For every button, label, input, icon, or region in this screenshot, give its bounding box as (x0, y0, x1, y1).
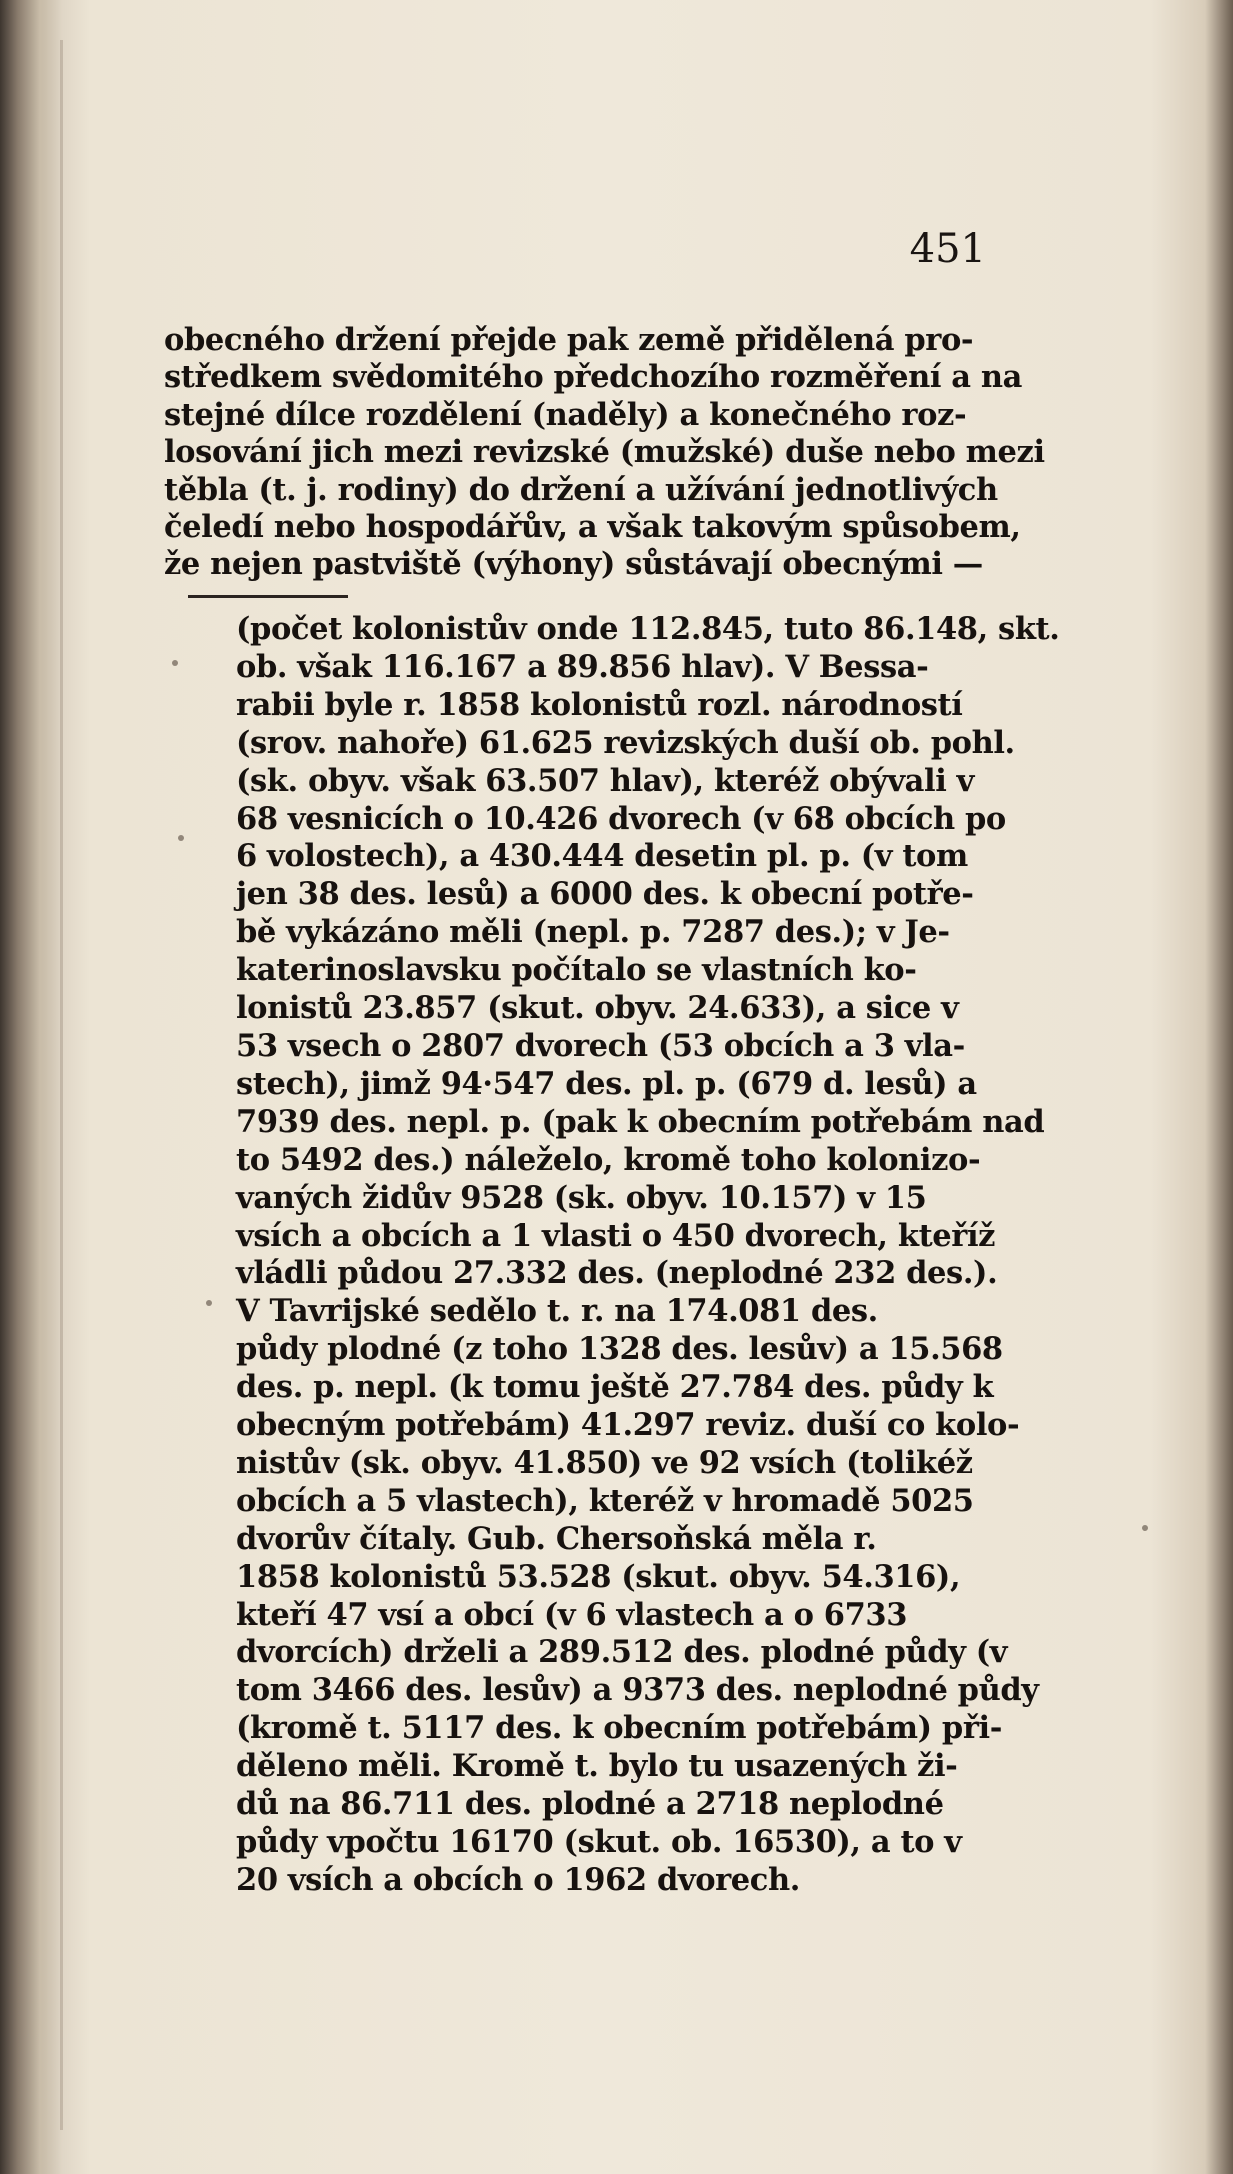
text-line: 6 volostech), a 430.444 desetin pl. p. (v tom (236, 838, 968, 875)
text-line: (sk. obyv. však 63.507 hlav), kteréž obývali v (236, 762, 974, 799)
text-line: středkem svědomitého předchozího rozměření a na (164, 359, 1022, 396)
text-line: půdy vpočtu 16170 (skut. ob. 16530), a to v (236, 1824, 962, 1860)
paper-speck (172, 660, 178, 666)
text-line: vaných židův 9528 (sk. obyv. 10.157) v 15 (236, 1179, 927, 1216)
text-line: obecného držení přejde pak země přidělená pro- (164, 322, 974, 358)
paragraph-2 (236, 611, 1059, 1900)
text-line: vsích a obcích a 1 vlasti o 450 dvorech, kteříž (236, 1217, 996, 1254)
text-line: katerinoslavsku počítalo se vlastních ko- (236, 952, 917, 989)
text-line: bě vykázáno měli (nepl. p. 7287 des.); v Je- (236, 914, 950, 951)
text-line: (srov. nahoře) 61.625 revizských duší ob. pohl. (236, 724, 1015, 761)
text-line: 1858 kolonistů 53.528 (skut. obyv. 54.316), (236, 1558, 961, 1595)
text-line: děleno měli. Kromě t. bylo tu usazených ži- (236, 1748, 958, 1785)
text-line: 20 vsích a obcích o 1962 dvorech. (236, 1861, 800, 1898)
text-line: 68 vesnicích o 10.426 dvorech (v 68 obcích po (236, 800, 1006, 837)
text-line: obecným potřebám) 41.297 reviz. duší co kolo- (236, 1407, 1020, 1444)
text-line: 53 vsech o 2807 dvorech (53 obcích a 3 vla- (236, 1027, 965, 1064)
paper-speck (1142, 1525, 1148, 1531)
text-line: stech), jimž 94·547 des. pl. p. (679 d. lesů) a (236, 1065, 977, 1102)
text-line: rabii byle r. 1858 kolonistů rozl. národností (236, 686, 963, 723)
text-line: tom 3466 des. lesův) a 9373 des. neplodné půdy (236, 1672, 1039, 1709)
text-line: těbla (t. j. rodiny) do držení a užívání jednotlivých (164, 471, 998, 508)
paper-speck (178, 835, 184, 841)
text-line: stejné dílce rozdělení (naděly) a konečného roz- (164, 396, 967, 433)
text-line: nistův (sk. obyv. 41.850) ve 92 vsích (tolikéž (236, 1444, 973, 1481)
text-line: půdy plodné (z toho 1328 des. lesův) a 15.568 (236, 1331, 1003, 1368)
text-line: losování jich mezi revizské (mužské) duše nebo mezi (164, 434, 1045, 471)
text-line: to 5492 des.) náleželo, kromě toho kolonizo- (236, 1141, 981, 1178)
text-line: des. p. nepl. (k tomu ještě 27.784 des. půdy k (236, 1369, 994, 1406)
text-line: (kromě t. 5117 des. k obecním potřebám) při- (236, 1710, 1002, 1747)
text-line: jen 38 des. lesů) a 6000 des. k obecní potře- (236, 876, 974, 913)
text-line: 7939 des. nepl. p. (pak k obecním potřebám nad (236, 1103, 1045, 1140)
page-edge-mark (60, 40, 63, 2130)
text-line: obcích a 5 vlastech), kteréž v hromadě 5025 (236, 1482, 974, 1519)
text-line: kteří 47 vsí a obcí (v 6 vlastech a o 6733 (236, 1596, 908, 1633)
text-line: dvorův čítaly. Gub. Chersoňská měla r. (236, 1520, 877, 1557)
footnote-separator-rule (188, 595, 348, 598)
page-number: 451 (909, 226, 986, 272)
book-gutter-shadow (0, 0, 62, 2174)
text-line: (počet kolonistův onde 112.845, tuto 86.148, skt. (236, 611, 1060, 647)
text-line: dů na 86.711 des. plodné a 2718 neplodné (236, 1786, 944, 1823)
text-line: V Tavrijské sedělo t. r. na 174.081 des. (236, 1293, 878, 1330)
text-line: dvorcích) drželi a 289.512 des. plodné půdy (v (236, 1634, 1008, 1671)
text-line: lonistů 23.857 (skut. obyv. 24.633), a sice v (236, 990, 959, 1027)
paragraph-1 (164, 322, 1045, 584)
text-line: ob. však 116.167 a 89.856 hlav). V Bessa- (236, 648, 929, 685)
text-line: čeledí nebo hospodářův, a však takovým spůsobem, (164, 509, 1021, 546)
paper-speck (206, 1300, 212, 1306)
text-line: že nejen pastviště (výhony) sůstávají obecnými — (164, 546, 983, 583)
text-line: vládli půdou 27.332 des. (neplodné 232 des.). (236, 1255, 998, 1292)
